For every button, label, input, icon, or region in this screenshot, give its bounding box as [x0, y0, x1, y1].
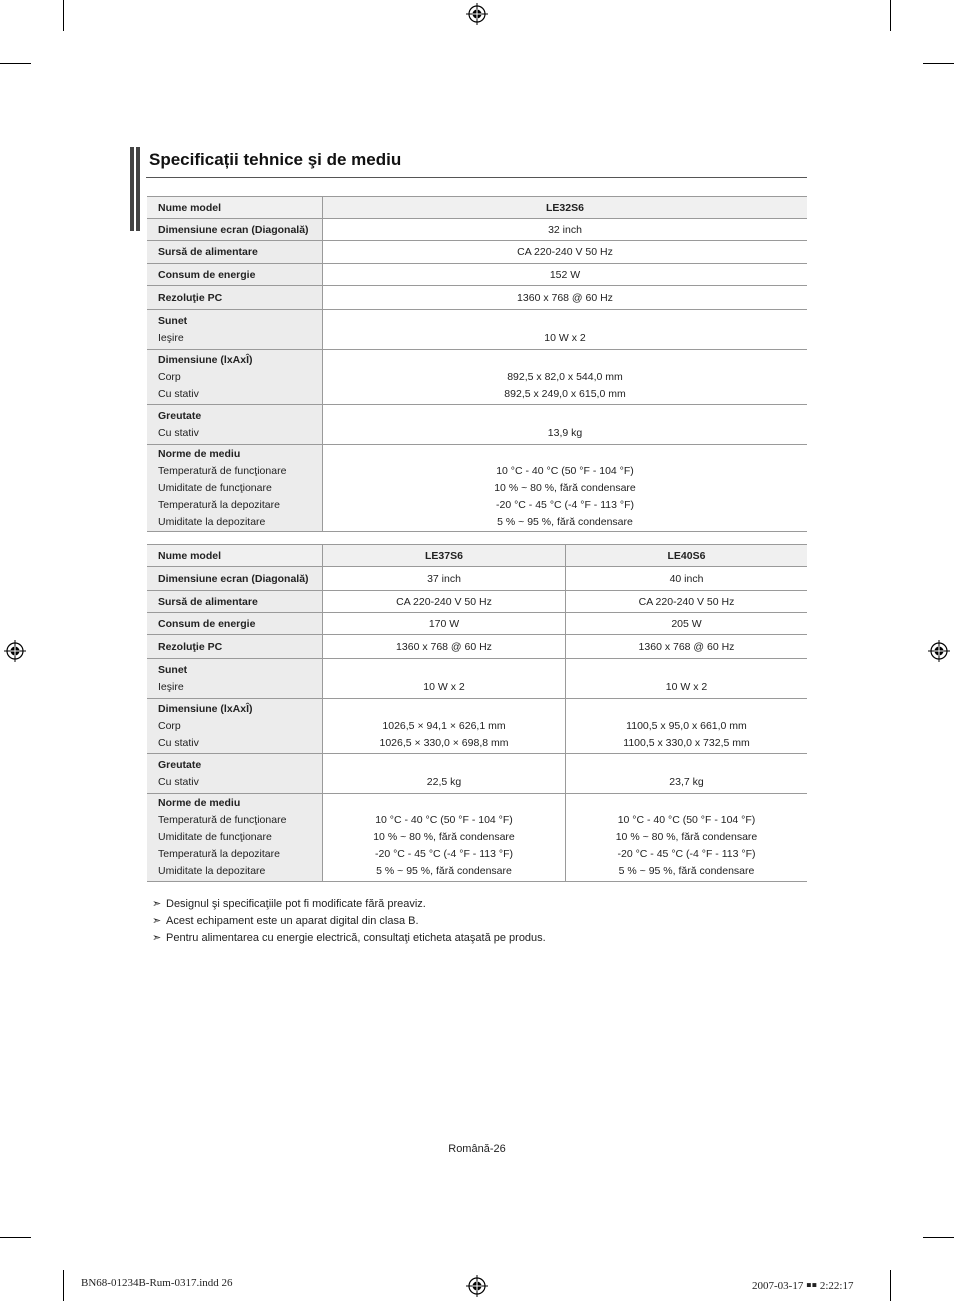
screen-size-value-b: 40 inch — [566, 567, 808, 591]
operating-humidity-label: Umiditate de funcţionare — [158, 831, 272, 843]
operating-temp-value-b: 10 °C - 40 °C (50 °F - 104 °F) — [617, 814, 756, 826]
crop-mark — [923, 63, 954, 64]
dimension-label: Dimensiune (lxAxÎ) — [158, 702, 253, 715]
arrow-icon: ➣ — [152, 932, 162, 944]
screen-size-label: Dimensiune ecran (Diagonală) — [158, 223, 309, 236]
storage-humidity-value: 5 % ~ 95 %, fără condensare — [497, 515, 633, 528]
power-consumption-label: Consum de energie — [158, 617, 256, 630]
sound-label: Sunet — [158, 314, 188, 327]
storage-humidity-value-a: 5 % ~ 95 %, fără condensare — [376, 865, 512, 877]
pc-resolution-label: Rezoluţie PC — [158, 291, 223, 304]
dimension-stand-value-b: 1100,5 x 330,0 x 732,5 mm — [623, 736, 750, 749]
weight-label: Greutate — [158, 409, 202, 422]
storage-temp-value-a: -20 °C - 45 °C (-4 °F - 113 °F) — [375, 848, 513, 860]
screen-size-label: Dimensiune ecran (Diagonală) — [158, 572, 309, 585]
model-name-a: LE37S6 — [323, 545, 566, 567]
crop-mark — [0, 63, 31, 64]
storage-humidity-label: Umiditate la depozitare — [158, 865, 266, 877]
operating-humidity-label: Umiditate de funcţionare — [158, 481, 272, 494]
screen-size-value-a: 37 inch — [323, 567, 566, 591]
power-supply-value: CA 220-240 V 50 Hz — [323, 241, 808, 264]
power-supply-label: Sursă de alimentare — [158, 595, 258, 608]
weight-stand-value-b: 23,7 kg — [669, 775, 704, 788]
dimension-body-value: 892,5 x 82,0 x 544,0 mm — [507, 370, 623, 383]
dimension-stand-label: Cu stativ — [158, 387, 199, 400]
dimension-body-value-a: 1026,5 × 94,1 × 626,1 mm — [382, 719, 506, 732]
crop-mark — [923, 1237, 954, 1238]
power-supply-value-a: CA 220-240 V 50 Hz — [323, 591, 566, 613]
sound-output-value-a: 10 W x 2 — [423, 680, 465, 693]
dimension-body-label: Corp — [158, 370, 181, 383]
storage-temp-value-b: -20 °C - 45 °C (-4 °F - 113 °F) — [617, 848, 756, 860]
dimension-body-value-b: 1100,5 x 95,0 x 661,0 mm — [626, 719, 747, 732]
dimension-label: Dimensiune (lxAxÎ) — [158, 353, 253, 366]
operating-temp-value: 10 °C - 40 °C (50 °F - 104 °F) — [496, 464, 634, 477]
weight-stand-value-a: 22,5 kg — [426, 775, 462, 788]
title-divider — [146, 177, 807, 178]
model-name-b: LE40S6 — [566, 545, 808, 567]
sound-output-label: Ieşire — [158, 331, 184, 344]
operating-humidity-value-b: 10 % ~ 80 %, fără condensare — [615, 831, 758, 843]
dimension-stand-value: 892,5 x 249,0 x 615,0 mm — [504, 387, 626, 400]
dimension-stand-value-a: 1026,5 × 330,0 × 698,8 mm — [379, 736, 509, 749]
weight-label: Greutate — [158, 758, 202, 771]
crop-mark — [63, 0, 64, 31]
registration-mark-icon — [4, 640, 26, 662]
pc-resolution-label: Rezoluţie PC — [158, 640, 223, 653]
notes-list — [152, 896, 546, 947]
crop-mark — [0, 1237, 31, 1238]
power-supply-label: Sursă de alimentare — [158, 246, 258, 258]
pc-resolution-value-b: 1360 x 768 @ 60 Hz — [566, 635, 808, 659]
power-consumption-value: 152 W — [323, 264, 808, 286]
weight-stand-value: 13,9 kg — [547, 426, 583, 439]
page-title: Specificații tehnice şi de mediu — [149, 150, 402, 169]
pc-resolution-value-a: 1360 x 768 @ 60 Hz — [323, 635, 566, 659]
registration-mark-icon — [928, 640, 950, 662]
pc-resolution-value: 1360 x 768 @ 60 Hz — [323, 286, 808, 310]
model-label: Nume model — [147, 197, 323, 219]
note-item — [152, 913, 546, 930]
operating-temp-label: Temperatură de funcţionare — [158, 814, 287, 826]
note-item — [152, 896, 546, 913]
storage-temp-label: Temperatură la depozitare — [158, 848, 280, 860]
note-text: Designul şi specificaţiile pot fi modificate fără preaviz. — [166, 898, 426, 910]
environment-label: Norme de mediu — [158, 447, 241, 460]
page-number: Română-26 — [448, 1143, 506, 1155]
sound-output-value: 10 W x 2 — [544, 331, 586, 344]
sound-output-label: Ieşire — [158, 680, 184, 693]
arrow-icon: ➣ — [152, 898, 162, 910]
spec-table-le32s6 — [147, 196, 807, 532]
registration-mark-icon — [466, 3, 488, 25]
operating-temp-value-a: 10 °C - 40 °C (50 °F - 104 °F) — [375, 814, 513, 826]
sound-label: Sunet — [158, 663, 188, 676]
slug-timestamp: 2007-03-17 ￭￭ 2:22:17 — [752, 1280, 854, 1292]
note-text: Pentru alimentarea cu energie electrică, consultaţi eticheta ataşată pe produs. — [166, 932, 546, 944]
power-supply-value-b: CA 220-240 V 50 Hz — [566, 591, 808, 613]
operating-temp-label: Temperatură de funcţionare — [158, 464, 287, 477]
weight-stand-label: Cu stativ — [158, 775, 199, 788]
dimension-body-label: Corp — [158, 719, 181, 732]
title-accent-bar — [130, 147, 142, 231]
operating-humidity-value: 10 % ~ 80 %, fără condensare — [494, 481, 636, 494]
slug-filename: BN68-01234B-Rum-0317.indd 26 — [81, 1277, 233, 1289]
storage-temp-value: -20 °C - 45 °C (-4 °F - 113 °F) — [496, 498, 634, 511]
power-consumption-value-a: 170 W — [323, 613, 566, 635]
power-consumption-label: Consum de energie — [158, 268, 256, 281]
model-name: LE32S6 — [323, 197, 808, 219]
dimension-stand-label: Cu stativ — [158, 736, 199, 749]
storage-humidity-label: Umiditate la depozitare — [158, 515, 266, 528]
model-label: Nume model — [147, 545, 323, 567]
storage-temp-label: Temperatură la depozitare — [158, 498, 280, 511]
power-consumption-value-b: 205 W — [566, 613, 808, 635]
crop-mark — [63, 1270, 64, 1301]
crop-mark — [890, 1270, 891, 1301]
note-text: Acest echipament este un aparat digital din clasa B. — [166, 915, 419, 927]
sound-output-value-b: 10 W x 2 — [665, 680, 708, 693]
crop-mark — [890, 0, 891, 31]
arrow-icon: ➣ — [152, 915, 162, 927]
spec-table-le37s6-le40s6 — [147, 544, 807, 882]
storage-humidity-value-b: 5 % ~ 95 %, fără condensare — [618, 865, 755, 877]
note-item — [152, 930, 546, 947]
screen-size-value: 32 inch — [323, 219, 808, 241]
operating-humidity-value-a: 10 % ~ 80 %, fără condensare — [373, 831, 515, 843]
registration-mark-icon — [466, 1275, 488, 1297]
weight-stand-label: Cu stativ — [158, 426, 199, 439]
environment-label: Norme de mediu — [158, 797, 241, 809]
